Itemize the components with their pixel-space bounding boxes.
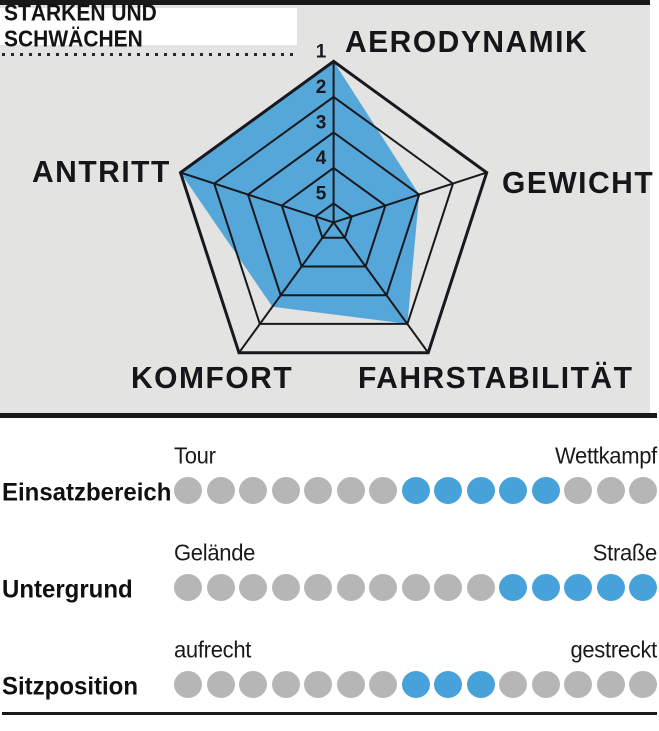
radar-scale-label-3: 3 xyxy=(315,112,327,134)
dot-scale xyxy=(174,671,657,698)
rating-dot-active xyxy=(532,574,560,601)
rating-dot xyxy=(597,671,625,698)
radar-scale-label-5: 5 xyxy=(315,183,327,205)
radar-scale-label-4: 4 xyxy=(315,147,327,169)
radar-axis-label-aerodynamik: AERODYNAMIK xyxy=(345,25,589,60)
scale-left-label: Gelände xyxy=(174,539,256,566)
rating-dot xyxy=(564,477,592,504)
rating-row-sitzposition xyxy=(0,634,659,731)
rating-dot xyxy=(337,574,365,601)
rating-dot xyxy=(629,671,657,698)
scale-left-label: Tour xyxy=(174,442,216,469)
rating-dot xyxy=(434,574,462,601)
rating-dot xyxy=(369,477,397,504)
rating-dot xyxy=(207,671,235,698)
rating-row-einsatzbereich xyxy=(0,440,659,537)
rating-dot xyxy=(402,574,430,601)
rating-dot xyxy=(174,574,202,601)
rating-row-title: Sitzposition xyxy=(2,672,138,701)
rating-dot-active xyxy=(597,574,625,601)
panel-title: STÄRKEN UND SCHWÄCHEN xyxy=(4,0,157,52)
rating-dot xyxy=(272,671,300,698)
scale-right-label: gestreckt xyxy=(570,636,657,663)
bottom-rule-bar xyxy=(2,712,657,715)
rating-dot xyxy=(369,671,397,698)
rating-dot-active xyxy=(499,477,527,504)
rating-dot xyxy=(304,671,332,698)
rating-dot xyxy=(532,671,560,698)
rating-dot xyxy=(467,574,495,601)
rating-dot-active xyxy=(532,477,560,504)
rating-dot-active xyxy=(629,574,657,601)
rating-dot-active xyxy=(402,671,430,698)
rating-dot-active xyxy=(467,671,495,698)
radar-axis-label-gewicht: GEWICHT xyxy=(502,166,655,201)
rating-dot xyxy=(174,671,202,698)
rating-dot xyxy=(272,477,300,504)
radar-axis-label-fahrstabilitaet: FAHRSTABILITÄT xyxy=(358,361,634,396)
rating-dot xyxy=(239,477,267,504)
rating-dot xyxy=(597,477,625,504)
rating-dot-active xyxy=(402,477,430,504)
radar-scale-label-2: 2 xyxy=(315,76,327,98)
rating-dot-active xyxy=(499,574,527,601)
rating-dot xyxy=(304,574,332,601)
rating-dot xyxy=(337,477,365,504)
scale-end-labels xyxy=(174,443,657,469)
scale-end-labels xyxy=(174,637,657,663)
rating-dot xyxy=(499,671,527,698)
rating-dot xyxy=(629,477,657,504)
radar-axis-label-komfort: KOMFORT xyxy=(131,361,294,396)
rating-dot xyxy=(369,574,397,601)
section-divider-rule xyxy=(0,413,657,418)
rating-row-title: Untergrund xyxy=(2,575,133,604)
scale-right-label: Wettkampf xyxy=(554,442,657,469)
radar-axis-label-antritt: ANTRITT xyxy=(32,155,171,190)
rating-dot-active xyxy=(434,477,462,504)
rating-row-untergrund xyxy=(0,537,659,634)
rating-dot xyxy=(239,574,267,601)
scale-right-label: Straße xyxy=(592,539,657,566)
rating-dot xyxy=(207,574,235,601)
rating-dot xyxy=(304,477,332,504)
rating-dot-active xyxy=(467,477,495,504)
dot-scale xyxy=(174,574,657,601)
radar-scale-label-1: 1 xyxy=(315,41,327,63)
rating-dot-active xyxy=(564,574,592,601)
rating-dot xyxy=(337,671,365,698)
scale-end-labels xyxy=(174,540,657,566)
rating-dot xyxy=(207,477,235,504)
dot-scale xyxy=(174,477,657,504)
scale-left-label: aufrecht xyxy=(174,636,252,663)
rating-dot xyxy=(239,671,267,698)
rating-dot xyxy=(272,574,300,601)
rating-dot xyxy=(564,671,592,698)
rating-row-title: Einsatzbereich xyxy=(2,478,172,507)
rating-dot xyxy=(174,477,202,504)
rating-dot-active xyxy=(434,671,462,698)
